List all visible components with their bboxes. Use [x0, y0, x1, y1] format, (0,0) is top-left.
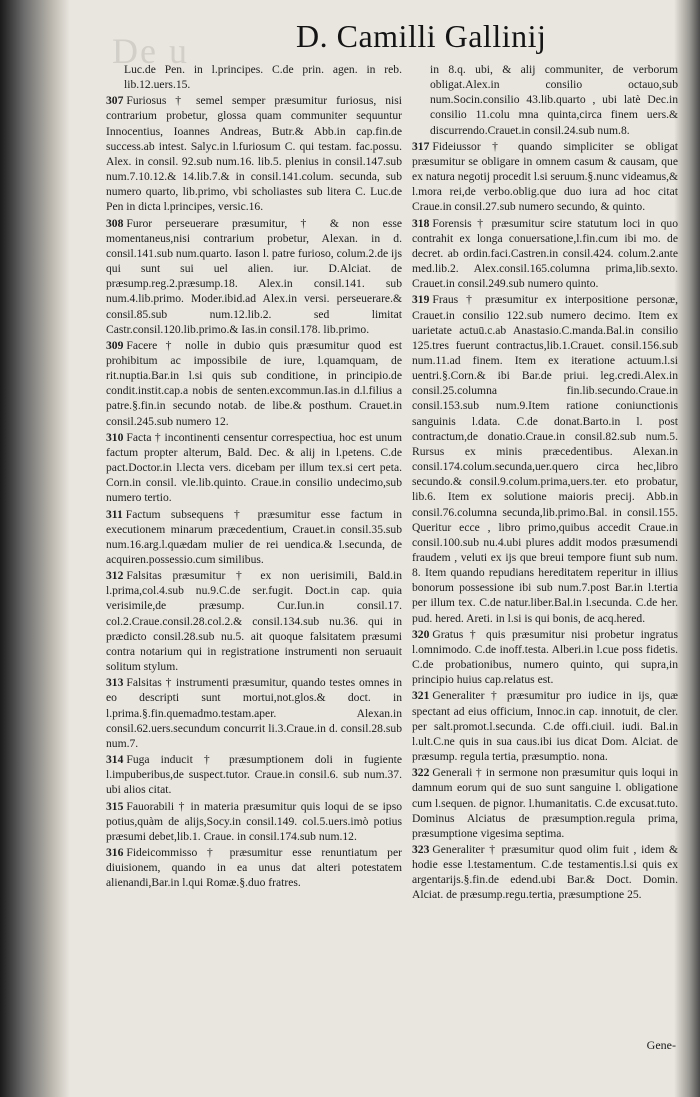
entry	[412, 292, 678, 625]
entry-text: Fuga inducit † præsumptionem doli in fugiente l.impuberibus,de suspect.tutor. Craue.in consil.6. sub num.37. ubi alios citat.	[106, 753, 402, 797]
entry	[106, 845, 402, 890]
entry-text: Gratus † quis præsumitur nisi probetur ingratus l.omnimodo. C.de inoff.testa. Alberi.in l.cue poss fidetis. C.de probationibus, numero quinto, qui supra,in principio huius cap.relatus est.	[412, 627, 678, 687]
entry-number: 314	[106, 753, 124, 767]
entry-text: Fideicommisso † præsumitur esse renuntiatum per diuisionem, quando in ea unus dat alteri potestatem alienandi,Bar.in l.qui Romæ.§.duo fratres.	[106, 845, 402, 890]
entry-text: Forensis † præsumitur scire statutum loci in quo contrahit ex longa conuersatione,l.fin.cum ibi mo. de decret. ab ordin.faci.Castren.in consil.424. colum.2.ante med.lib.2. Alex.consil.165.columna prima,lib.sexto. Crauet.in consil.249.sub numero quinto.	[412, 216, 678, 291]
entry-text: Facta † incontinenti censentur correspectiua, hoc est unum factum propter alterum, Bald. Dec. & alij in l.petens. C.de pact.Doctor.in l.lecta vers. dicebam per illum tex.si cert peta. Corn.in consil. vle.lib.quinto. Craue.in consilio undecimo,sub numero tertio.	[106, 430, 402, 505]
entry-number: 316	[106, 845, 124, 859]
entry-number: 319	[412, 293, 430, 307]
entry	[106, 799, 402, 844]
entry	[106, 93, 402, 214]
entry-text: Furiosus † semel semper præsumitur furiosus, nisi contrarium probetur, glossa quam communiter sequuntur Innocentius, Ioannes Andreas, Butr.& Abb.in cap.fin.de success.ab intest. Salyc.in l.furiosum C. qui testam. fac.possu. Alex. in consil. 92.sub num.16. lib.5. plenius in consil.147.sub num.7.10.12.& 14.lib.7.& in consil.141.colum. secunda, sub numero quarto, lib.primo, vbi scholiastes sub litera C. Luc.de Pen in dicta l.principes, versic.16.	[106, 94, 402, 214]
entry-number: 321	[412, 689, 430, 703]
entry-text: Facere † nolle in dubio quis præsumitur quod est prohibitum ac impossibile de iure, l.quamquam, de rit.nuptia.Bar.in l.si quis sub conditione, in principio.de condit.instit.cap.a nobis de senten.excommun.Ias.in d.l.filius a patre.§.fin.in secundo notab. de libe.& posthum. Crauet.in consil.245.sub numero 12.	[106, 338, 402, 428]
entry-text: Falsitas præsumitur † ex non uerisimili, Bald.in l.prima,col.4.sub nu.9.C.de ser.fugit. Doct.in cap. quia verisimile,de præsump. Cur.Iun.in consil.17. col.2.Craue.consil.28.col.2.& consil.134.sub nu.36. qui in prædicto consil.28.sub nu.5. ait quoque falsitatem præsumi contra notarium qui in registratione instrumenti non seruauit solitum stylum.	[106, 569, 402, 674]
entry-number: 309	[106, 338, 124, 352]
binding-gutter	[0, 0, 70, 1097]
entry-number: 308	[106, 216, 124, 230]
entry	[106, 62, 402, 92]
entry	[412, 627, 678, 688]
entry	[106, 752, 402, 797]
entry	[106, 675, 402, 751]
entry-number: 307	[106, 94, 124, 108]
entry-number: 311	[106, 507, 123, 521]
entry-text: Falsitas † instrumenti præsumitur, quando testes omnes in eo descripti sunt mortui,not.glos.& doct. in l.prima.§.fin.quemadmo.testam.aper. Alexan.in consil.62.uers.secundum concurrit li.3.Craue.in d. consil.28.sub num.7.	[106, 676, 402, 750]
entry	[412, 216, 678, 292]
entry-number: 323	[412, 842, 430, 856]
entry	[412, 765, 678, 841]
entry	[106, 430, 402, 506]
entry	[412, 62, 678, 138]
entry-number: 318	[412, 216, 430, 230]
entry-text: in 8.q. ubi, & alij communiter, de verborum obligat.Alex.in consilio octauo,sub num.Socin.consilio 43.lib.quarto , ubi latè Dec.in consilio 11.colu mna quinta,circa finem uers.& discurrendo.Crauet.in consil.24.sub num.8.	[430, 63, 678, 137]
entry-text: Factum subsequens † præsumitur esse factum in executionem minarum præcedentium, Crauet.in consil.35.sub num.16.arg.l.quædam mulier de rei uendica.& l.secunda, de acquiren.possessio.cum similibus.	[106, 507, 402, 566]
entry-text: Generaliter † præsumitur quod olim fuit , idem & hodie esse l.testamentum. C.de testamentis.l.si quis ex argentarijs.§.fin.de edend.ubi Bar.& Doct. Domin. Alciat. de præsump.regu.tertia, præsumptione 25.	[412, 842, 678, 902]
bleed-through-text: De u	[112, 31, 189, 71]
entry-number: 315	[106, 799, 124, 813]
entry-text: Furor perseuerare præsumitur, † & non esse momentaneus,nisi contrarium probetur, Alexan. in d. consil.141.sub num.quarto. Iason l. patre furioso, colum.2.de ijs qui sunt sui uel alien. iur. D.Alciat. de præsump.reg.2.præsump.18. Alex.in consil.141. sub num.4.lib.primo. Moder.ibid.ad Alex.in versi. perseuerare.& consil.85.sub num.12.lib.2. sed limitat Castr.consil.120.lib.primo.& Ias.in consil.178. lib.primo.	[106, 216, 402, 336]
entry	[412, 688, 678, 764]
entry-text: Fideiussor † quando simpliciter se obligat præsumitur se obligare in omnem casum & causam, que ex natura negotij procedit l.si seruum.§.nunc videamus,& l.mora rei,de verbo.oblig.que duo iura ad hoc citat Craue.in consil.27.sub numero secundo, & quinto.	[412, 139, 678, 214]
entry	[106, 338, 402, 429]
entry	[412, 139, 678, 215]
entry	[106, 216, 402, 337]
entry-number: 322	[412, 766, 430, 780]
right-column	[412, 62, 678, 904]
entry	[412, 842, 678, 903]
entry-text: Fraus † præsumitur ex interpositione personæ, Crauet.in consilio 122.sub numero decimo. Item ex uarietate actuū.c.ab Anastasio.C.manda.Bal.in consilio 125.tres fuerunt contractus,lib.1.Crauet. consil.156.sub num.11.ad finem. Item ex iteratione actuum.l.si uentri.§.Corn.& ibi Bar.de priui. leg.credi.Alex.in consil.25.columna fin.lib.secundo.Craue.in consil.153.sub num.9.Item ratione coniunctionis sanguinis l.data. C.de donat.Barto.in l. post contractum,de donatio.Craue.in consil.82.sub num.5. Rursus ex minis præcedentibus. Alexan.in consil.174.colum.secunda,uer.quero circa hec,libro secundo.& consil.9.colum.prima,uers.ter. eto probatur, lib.6. Item ex solutione maioris precij. Abb.in consil.76.columna secunda,lib.primo.Bal. in consil.155. Queritur ecce , libro primo,quibus accedit Craue.in consil.100.sub nu.4.ubi plures addit modos præsumendi fraudem , veluti ex ijs que breui tempore fiunt sub num. 8. Item quando repudians hereditatem reperitur in illius bonorum possessione ibi sub num.7.post Bar.in l.tertia per illum tex. C.de natur.liber.Bal.in l.secunda. C.de her. pud. hered. Areti. in l.si is qui bonis, de acq.hered.	[412, 293, 678, 625]
entry-number: 312	[106, 569, 124, 583]
entry-number: 310	[106, 430, 124, 444]
entry-number: 320	[412, 627, 430, 641]
entry-text: Luc.de Pen. in l.principes. C.de prin. agen. in reb. lib.12.uers.15.	[124, 63, 402, 92]
entry-text: Generali † in sermone non præsumitur quis loqui in damnum eorum qui de suo sunt sanguine l. obligatione cum l.sequen. de pignor. l.humanitatis. C.de excusat.tuto. Dominus Alciatus de præsumption.regula prima, præsumptione vigesima septima.	[412, 766, 678, 840]
left-column	[106, 62, 402, 891]
entry	[106, 507, 402, 568]
entry-text: Fauorabili † in materia præsumitur quis loqui de se ipso potius,quàm de alijs,Socy.in consil.149. col.5.uers.imò potius præsumi debet,lib.1. Craue. in consil.174.sub num.12.	[106, 799, 402, 843]
entry	[106, 568, 402, 674]
entry-number: 313	[106, 676, 124, 690]
entry-number: 317	[412, 139, 430, 153]
running-head: D. Camilli Gallinij	[296, 18, 547, 54]
entry-text: Generaliter † præsumitur pro iudice in ijs, quæ spectant ad eius officium, Innoc.in cap. innotuit, de cler. per salt.promot.l.secunda. C.de offi.ciuil. iudi. Bal.in l.ult.C.ne quis in sua caus.ibi ius dicat Dom. Alciat. de præsump. regula tertia, præsumptio. nona.	[412, 689, 678, 764]
catchword: Gene-	[646, 1038, 676, 1052]
